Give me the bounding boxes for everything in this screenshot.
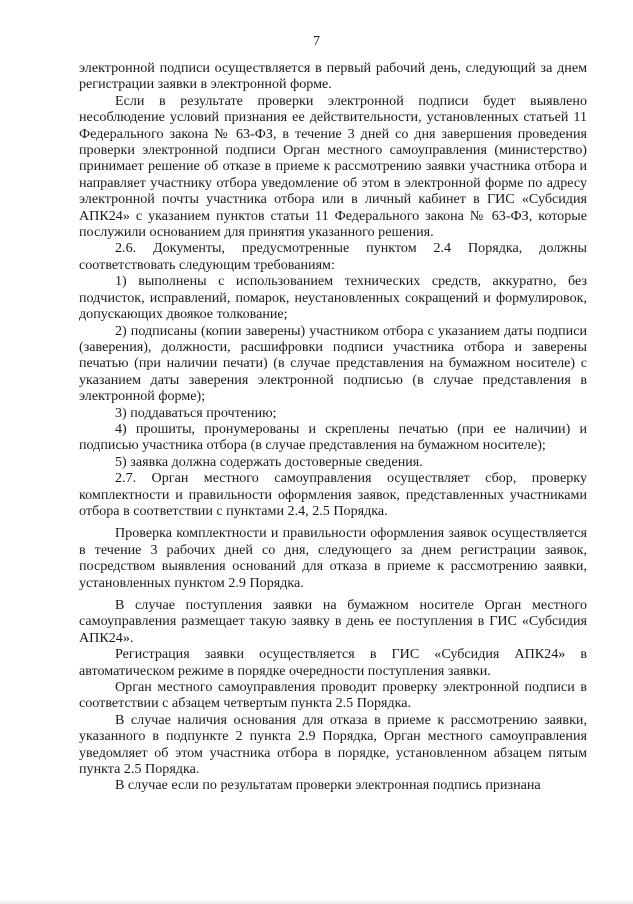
- list-item-1: 1) выполнены с использованием технических средств, аккуратно, без подчисток, исправлений, помарок, неустановленных сокращений и формулировок, допускающих двоякое толкование;: [79, 273, 587, 323]
- paragraph-registration: Регистрация заявки осуществляется в ГИС «Субсидия АПК24» в автоматическом режиме в порядке очередности поступления заявки.: [79, 646, 587, 679]
- list-item-3: 3) поддаваться прочтению;: [115, 404, 277, 421]
- paragraph-continuation: электронной подписи осуществляется в первый рабочий день, следующий за днем регистрации заявки в электронной форме.: [79, 60, 587, 93]
- list-item-4: 4) прошиты, пронумерованы и скреплены печатью (при ее наличии) и подписью участника отбора (в случае представления на бумажном носителе);: [79, 420, 587, 454]
- paragraph-paper-application: В случае поступления заявки на бумажном носителе Орган местного самоуправления размещает такую заявку в день ее поступления в ГИС «Субсидия АПК24».: [79, 597, 587, 646]
- paragraph-refusal-notice: В случае наличия основания для отказа в приеме к рассмотрению заявки, указанного в подпункте 2 пункта 2.9 Порядка, Орган местного самоуправления уведомляет об этом участника отбора в порядке, установленном абзацем пятым пункта 2.5 Порядка.: [79, 711, 587, 778]
- paragraph-section-2-6: 2.6. Документы, предусмотренные пунктом 2.4 Порядка, должны соответствовать следующим требованиям:: [79, 240, 587, 273]
- paragraph-completeness-check: Проверка комплектности и правильности оформления заявок осуществляется в течение 3 рабочих дней со дня, следующего за днем регистрации заявок, посредством выявления оснований для отказа в приеме к рассмотрению заявки, установленных пунктом 2.9 Порядка.: [79, 525, 587, 591]
- list-item-5: 5) заявка должна содержать достоверные сведения.: [115, 453, 423, 470]
- paragraph-trailing: В случае если по результатам проверки электронная подпись признана: [115, 777, 541, 794]
- list-item-2: 2) подписаны (копии заверены) участником отбора с указанием даты подписи (заверения), должности, расшифровки подписи участника отбора и заверены печатью (при наличии печати) (в случае представления на бумажном носителе) с указанием даты заверения электронной подписью (в случае представления в электронной форме);: [79, 322, 587, 405]
- paragraph-signature-check: Если в результате проверки электронной подписи будет выявлено несоблюдение условий признания ее действительности, установленных статьей 11 Федерального закона № 63-ФЗ, в течение 3 дней со дня завершения проведения проверки электронной подписи Орган местного самоуправления (министерство) принимает решение об отказе в приеме к рассмотрению заявки участника отбора и направляет участнику отбора уведомление об этом в электронной форме по адресу электронной почты участника отбора или в личный кабинет в ГИС «Субсидия АПК24» с указанием пунктов статьи 11 Федерального закона № 63-ФЗ, которые послужили основанием для принятия указанного решения.: [79, 92, 587, 241]
- paragraph-signature-verification: Орган местного самоуправления проводит проверку электронной подписи в соответствии с абзацем четвертым пункта 2.5 Порядка.: [79, 679, 587, 712]
- paragraph-section-2-7: 2.7. Орган местного самоуправления осуществляет сбор, проверку комплектности и правильности оформления заявок, представленных участниками отбора в соответствии с пунктами 2.4, 2.5 Порядка.: [79, 470, 587, 519]
- page-number: 7: [313, 34, 320, 49]
- document-body: [79, 60, 587, 794]
- scan-edge-shadow: [0, 899, 633, 904]
